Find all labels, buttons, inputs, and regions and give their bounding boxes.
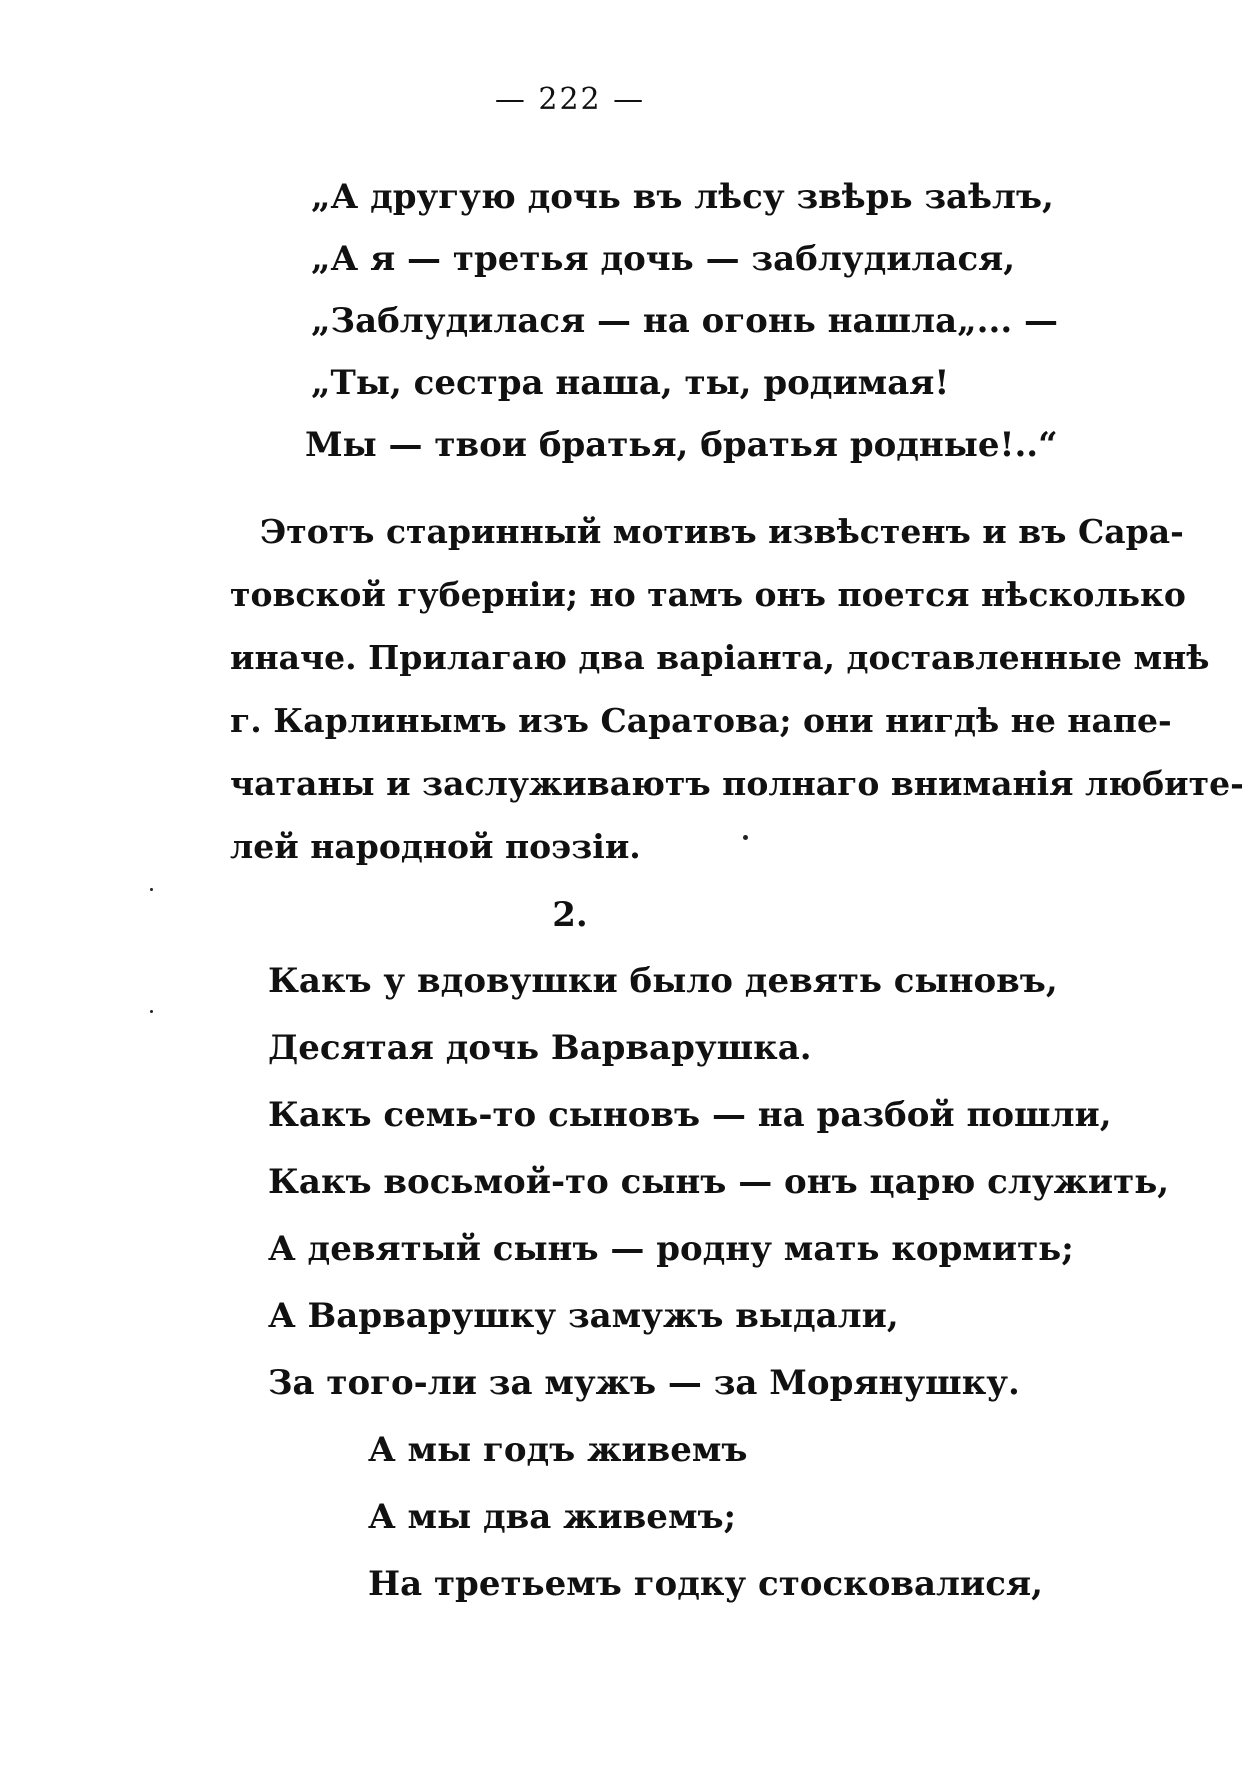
verse-line: „Ты, сестра наша, ты, родимая! (311, 363, 950, 403)
prose-line: товской губерніи; но тамъ онъ поется нѣсколько (230, 575, 1186, 614)
refrain-line: На третьемъ годку стосковалися, (368, 1564, 1043, 1604)
verse-line: А Варварушку замужъ выдали, (268, 1296, 899, 1336)
prose-line: чатаны и заслуживаютъ полнаго вниманія любите- (230, 764, 1244, 803)
verse-line: Десятая дочь Варварушка. (268, 1028, 812, 1068)
verse-line: „А другую дочь въ лѣсу звѣрь заѣлъ, (311, 177, 1054, 217)
refrain-line: А мы годъ живемъ (368, 1430, 748, 1470)
prose-paragraph (230, 500, 1244, 878)
prose-line: г. Карлинымъ изъ Саратова; они нигдѣ не напе- (230, 701, 1172, 740)
verse-line: А девятый сынъ — родну мать кормить; (268, 1229, 1074, 1269)
print-speck (743, 835, 748, 840)
prose-line: иначе. Прилагаю два варіанта, доставленные мнѣ (230, 638, 1210, 677)
verse-bottom (268, 948, 1169, 1618)
page-number: — 222 — (494, 82, 646, 117)
print-speck (150, 1010, 153, 1013)
prose-line: Этотъ старинный мотивъ извѣстенъ и въ Сара- (260, 512, 1184, 551)
verse-line: За того-ли за мужъ — за Морянушку. (268, 1363, 1020, 1403)
verse-line: Мы — твои братья, братья родные!..“ (305, 425, 1058, 465)
refrain-line: А мы два живемъ; (368, 1497, 737, 1537)
verse-top (305, 166, 1058, 476)
verse-line: „Заблудилася — на огонь нашла„... — (311, 301, 1059, 341)
verse-line: Какъ у вдовушки было девять сыновъ, (268, 961, 1058, 1001)
section-number: 2. (552, 895, 588, 935)
verse-line: Какъ семь-то сыновъ — на разбой пошли, (268, 1095, 1112, 1135)
verse-line: Какъ восьмой-то сынъ — онъ царю служить, (268, 1162, 1170, 1202)
print-speck (150, 888, 153, 891)
prose-line: лей народной поэзіи. (230, 827, 641, 866)
verse-line: „А я — третья дочь — заблудилася, (311, 239, 1016, 279)
